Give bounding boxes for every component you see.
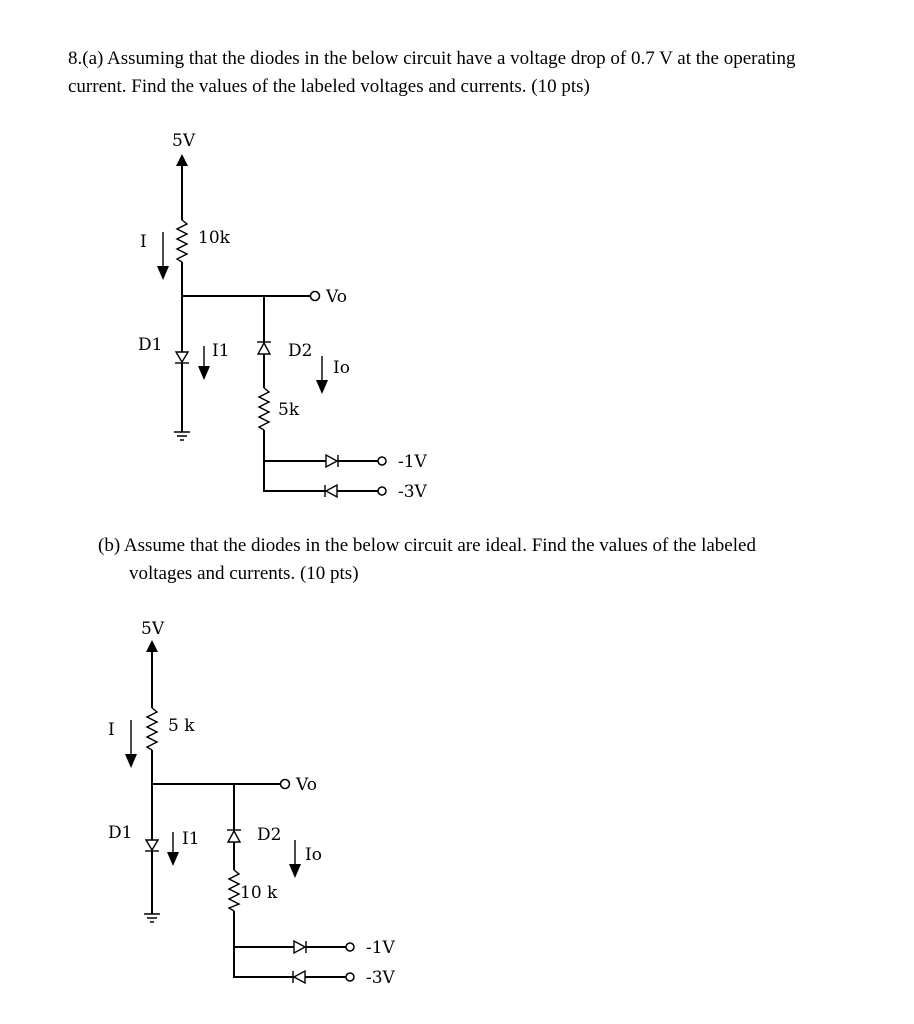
- output-terminal-icon: [281, 780, 290, 789]
- question-b-line1: (b) Assume that the diodes in the below circuit are ideal. Find the values of the labeled: [98, 535, 756, 556]
- supply-arrowhead-icon: [176, 154, 188, 166]
- current-io-label: Io: [305, 845, 322, 865]
- question-a: [68, 45, 888, 101]
- diode1-label: D1: [108, 823, 133, 843]
- resistor-bottom-label: 10 k: [240, 883, 278, 903]
- resistor-5k-icon: [259, 388, 269, 430]
- diode-d2-icon: [258, 343, 270, 354]
- current-i1-label: I1: [182, 829, 200, 849]
- diode-minus3-icon: [294, 971, 305, 983]
- diode-minus1-icon: [326, 455, 337, 467]
- circuit-b: [0, 608, 914, 1008]
- current-io-label: Io: [333, 358, 350, 378]
- diode2-label: D2: [288, 341, 313, 361]
- diode2-label: D2: [257, 825, 282, 845]
- resistor-bottom-label: 5k: [278, 400, 300, 420]
- diode-minus3-icon: [326, 485, 337, 497]
- current-i1-label: I1: [212, 341, 230, 361]
- ground-icon: [144, 914, 160, 922]
- question-b-line2: voltages and currents. (10 pts): [129, 563, 359, 584]
- current-i-label: I: [108, 720, 115, 740]
- ground-icon: [174, 432, 190, 440]
- supply-arrowhead-icon: [146, 640, 158, 652]
- current-i-label: I: [140, 232, 147, 252]
- resistor-10k-icon: [177, 220, 187, 262]
- output-terminal-icon: [311, 292, 320, 301]
- question-a-line1: 8.(a) Assuming that the diodes in the below circuit have a voltage drop of 0.7 V at the operating: [68, 48, 796, 69]
- question-a-line2: current. Find the values of the labeled voltages and currents. (10 pts): [68, 76, 590, 97]
- diode-d1-icon: [176, 352, 188, 362]
- source-minus1-label: -1V: [398, 452, 427, 472]
- resistor-10k-icon: [229, 870, 239, 911]
- resistor-5k-icon: [147, 708, 157, 750]
- resistor-top-label: 10k: [198, 228, 230, 248]
- resistor-top-label: 5 k: [168, 716, 195, 736]
- diode-d2-icon: [228, 831, 240, 842]
- supply-label: 5V: [172, 131, 196, 151]
- output-v-label: Vo: [326, 287, 347, 307]
- source-minus3-label: -3V: [366, 968, 395, 988]
- output-v-label: Vo: [296, 775, 317, 795]
- question-b: [98, 532, 858, 588]
- circuit-a: [0, 120, 914, 520]
- source-minus3-label: -3V: [398, 482, 427, 502]
- supply-label: 5V: [141, 619, 165, 639]
- diode-minus1-icon: [294, 941, 305, 953]
- diode1-label: D1: [138, 335, 163, 355]
- source-minus1-label: -1V: [366, 938, 395, 958]
- diode-d1-icon: [146, 840, 158, 850]
